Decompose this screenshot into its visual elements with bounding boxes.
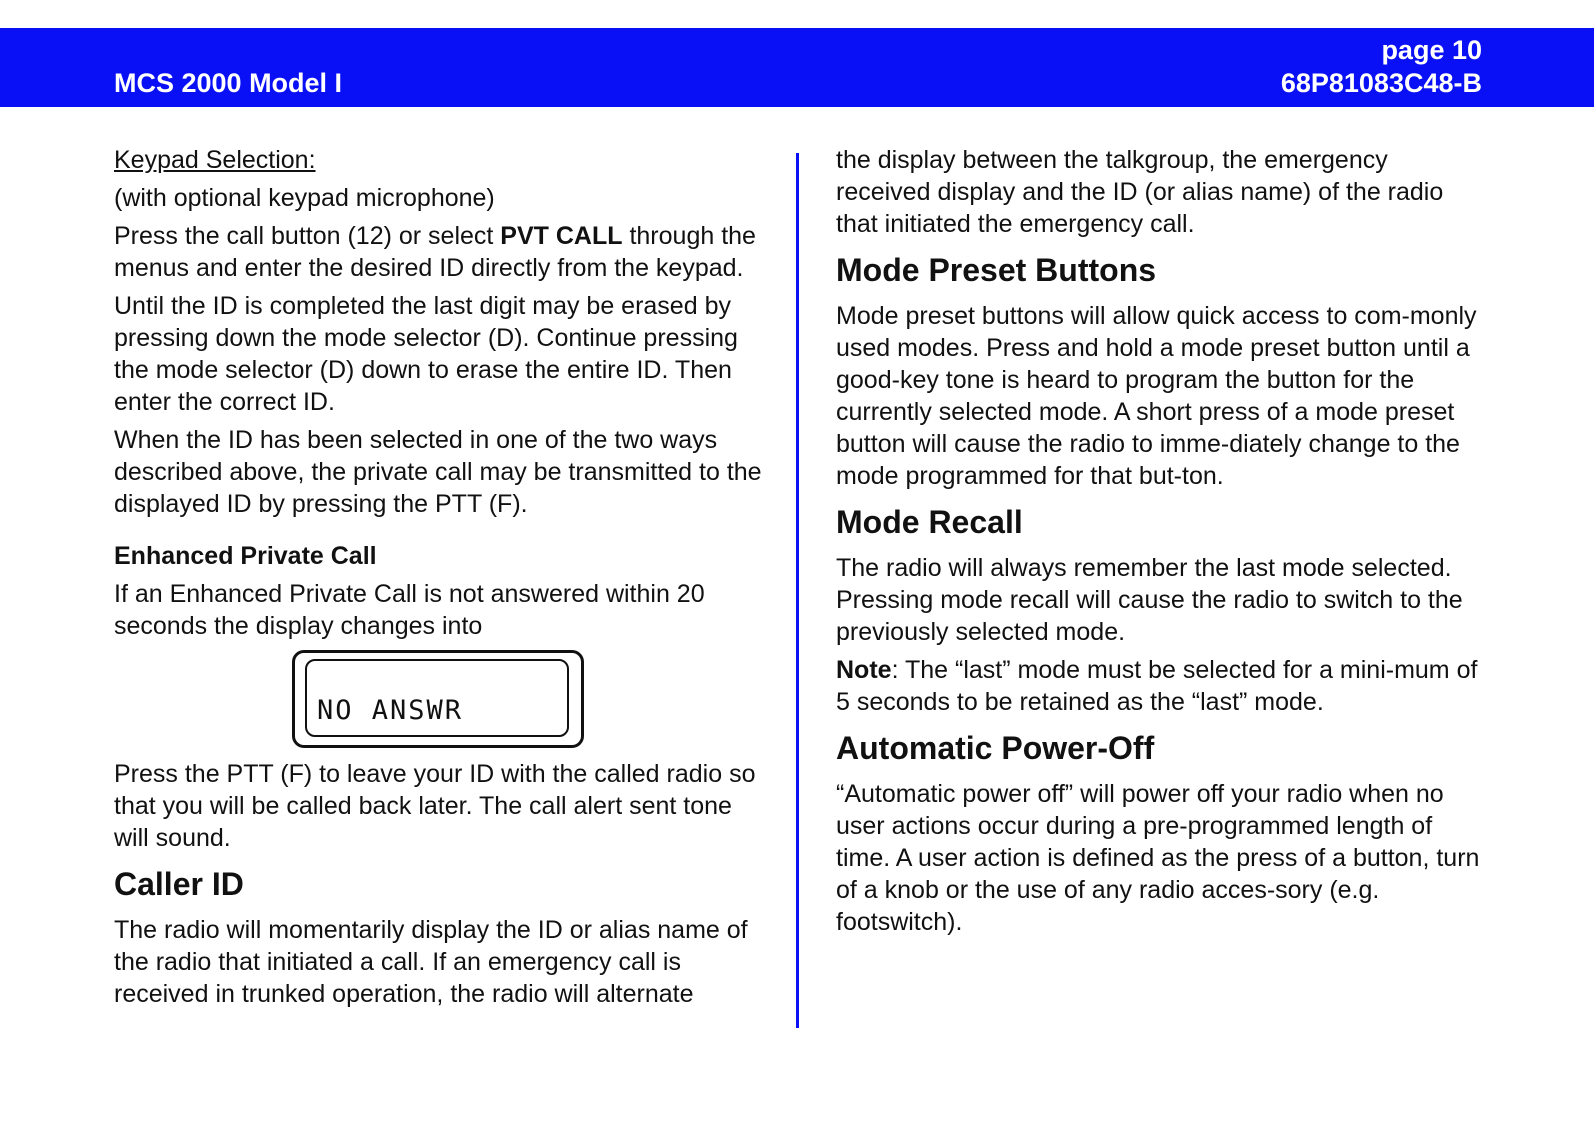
paragraph-power-off: “Automatic power off” will power off your radio when no user actions occur during a pre-programmed length of time. A user action is defined as the press of a button, turn of a knob or the use of any radio acces-sory (e.g. footswitch).	[836, 780, 1480, 936]
note-text: : The “last” mode must be selected for a mini-mum of 5 seconds to be retained as the “last” mode.	[836, 656, 1478, 716]
column-divider	[796, 153, 799, 1028]
document-number: 68P81083C48-B	[1280, 68, 1482, 98]
enhanced-private-call-heading: Enhanced Private Call	[114, 542, 377, 570]
manual-title: MCS 2000 Model I	[114, 68, 343, 98]
note-label: Note	[836, 656, 892, 684]
mode-recall-heading: Mode Recall	[836, 504, 1023, 540]
text-run: through the menus and enter the desired ID directly from the keypad.	[114, 222, 756, 282]
lcd-display-illustration	[114, 650, 764, 754]
lcd-text: NO ANSWR	[317, 695, 464, 726]
lcd-frame	[292, 650, 584, 748]
paragraph-press-call	[114, 220, 764, 284]
text-run: Press the call button (12) or select	[114, 222, 501, 250]
right-column	[836, 144, 1486, 944]
paragraph-caller-id: The radio will momentarily display the ID or alias name of the radio that initiated a call. If an emergency call is received in trunked operation, the radio will alternate	[114, 916, 748, 1008]
paragraph-erase-id: Until the ID is completed the last digit may be erased by pressing down the mode selector (D). Continue pressing the mode selector (D) down to erase the entire ID. Then enter the correct ID.	[114, 292, 738, 416]
paragraph-transmit: When the ID has been selected in one of the two ways described above, the private call may be transmitted to the displayed ID by pressing the PTT (F).	[114, 426, 762, 518]
page-number: page 10	[1381, 35, 1482, 65]
left-column	[114, 144, 764, 1016]
paragraph-mode-recall: The radio will always remember the last mode selected. Pressing mode recall will cause the radio to switch to the previously selected mode.	[836, 554, 1463, 646]
caller-id-heading: Caller ID	[114, 866, 244, 902]
note-paragraph	[836, 654, 1486, 718]
paragraph-leave-id: Press the PTT (F) to leave your ID with the called radio so that you will be called back later. The call alert sent tone will sound.	[114, 760, 756, 852]
keypad-subtitle: (with optional keypad microphone)	[114, 184, 495, 212]
pvt-call-term: PVT CALL	[500, 222, 623, 250]
paragraph-enhanced: If an Enhanced Private Call is not answered within 20 seconds the display changes into	[114, 580, 705, 640]
paragraph-mode-preset: Mode preset buttons will allow quick access to com-monly used modes. Press and hold a mode preset button until a good-key tone is heard to program the button for the currently selected mode. A short press of a mode preset button will cause the radio to imme-diately change to the mode programmed for that but-ton.	[836, 302, 1477, 490]
automatic-power-off-heading: Automatic Power-Off	[836, 730, 1155, 766]
lcd-screen	[305, 659, 569, 737]
page-header	[0, 28, 1594, 107]
keypad-selection-heading: Keypad Selection:	[114, 146, 316, 174]
mode-preset-heading: Mode Preset Buttons	[836, 252, 1157, 288]
paragraph-emergency-display: the display between the talkgroup, the emergency received display and the ID (or alias name) of the radio that initiated the emergency call.	[836, 146, 1444, 238]
